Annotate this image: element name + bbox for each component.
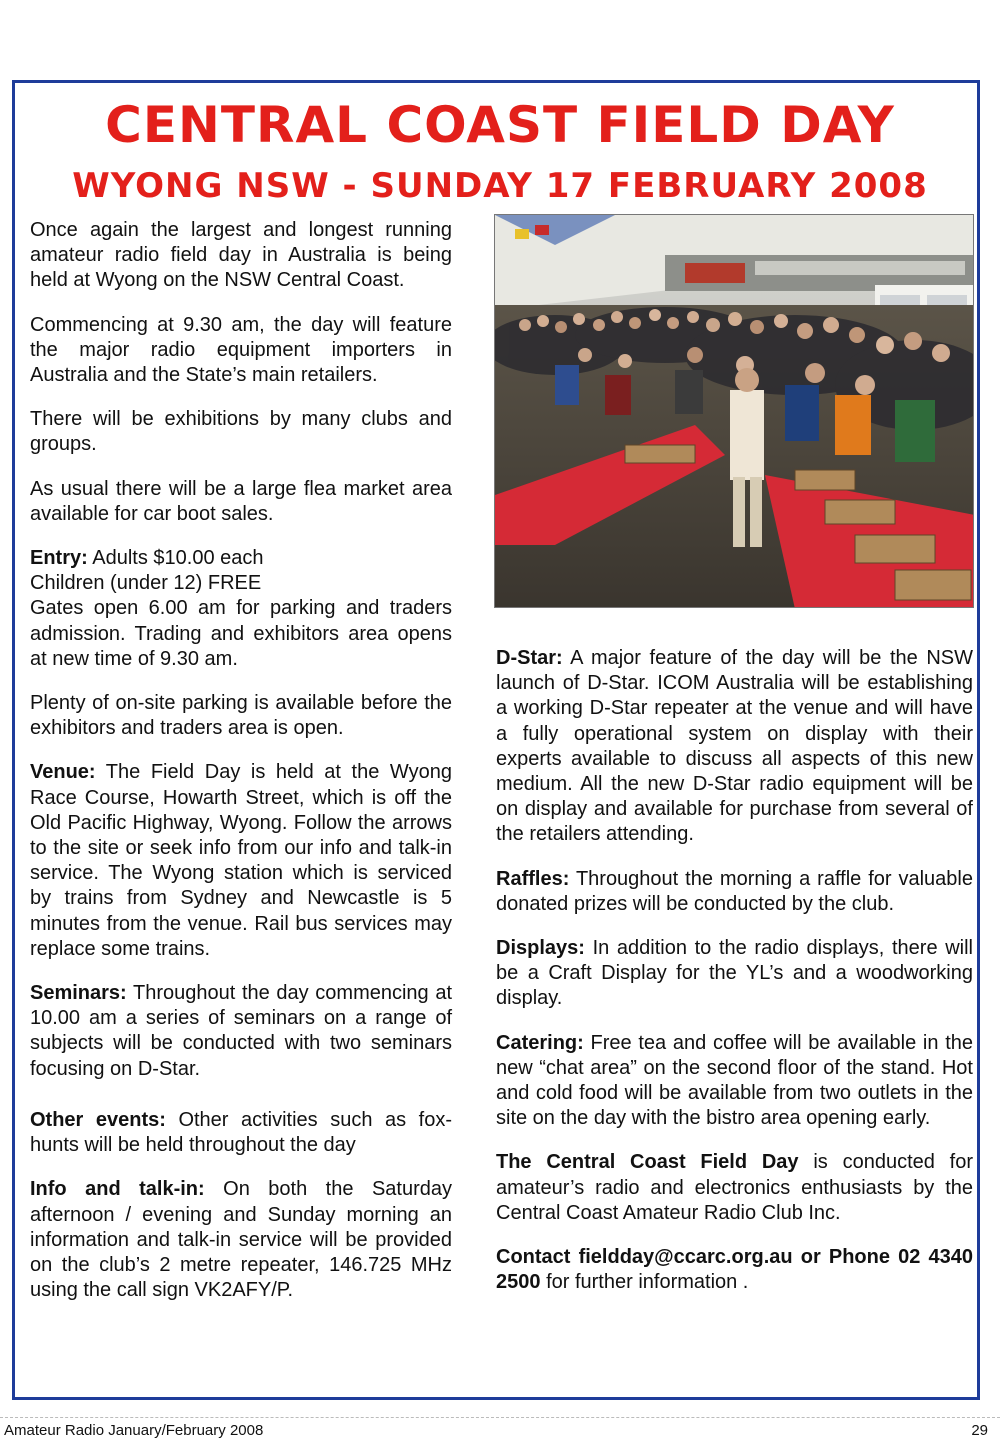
seminars-label: Seminars: bbox=[30, 982, 127, 1005]
raffles-text: Throughout the morning a raffle for valuable donated prizes will be conducted by the club. bbox=[496, 867, 973, 915]
catering-text: Free tea and coffee will be available in the new “chat area” on the second floor of the stand. Hot and cold food will be available from two outlets in the site on the day with the bistro area opening early. bbox=[496, 1031, 973, 1130]
club-text: is conducted for amateur’s radio and electronics enthusiasts by the Central Coast Amateur Radio Club Inc. bbox=[496, 1151, 973, 1224]
right-column bbox=[496, 646, 973, 1314]
info-talk-in-label: Info and talk-in: bbox=[30, 1178, 205, 1201]
dstar-paragraph bbox=[496, 646, 973, 848]
left-column bbox=[30, 218, 452, 1322]
exhibitions-paragraph: There will be exhibitions by many clubs and groups. bbox=[30, 408, 452, 456]
other-events-text: Other activities such as fox-hunts will be held throughout the day bbox=[30, 1108, 452, 1157]
field-day-crowd-photo bbox=[494, 214, 974, 608]
article-subtitle: WYONG NSW - SUNDAY 17 FEBRUARY 2008 bbox=[72, 166, 928, 206]
footer-publication: Amateur Radio January/February 2008 bbox=[4, 1422, 264, 1439]
club-label: The Central Coast Field Day bbox=[496, 1151, 799, 1174]
displays-label: Displays: bbox=[496, 937, 585, 960]
other-events-paragraph bbox=[30, 1108, 452, 1158]
seminars-text: Throughout the day commencing at 10.00 am a series of seminars on a range of subjects will be conducted with two seminars focusing on D-Star. bbox=[30, 982, 452, 1080]
raffles-paragraph bbox=[496, 867, 973, 917]
dstar-text: A major feature of the day will be the NSW launch of D-Star. ICOM Australia will be establishing a working D-Star repeater at the venue and will have a fully operational system on display with their experts available to discuss all aspects of this new medium. All the new D-Star radio equipment will be on display and available for purchase from several of the retailers attending. bbox=[496, 647, 973, 846]
entry-adults: Adults $10.00 each bbox=[92, 547, 264, 570]
intro-paragraph: Once again the largest and longest running amateur radio field day in Australia is being held at Wyong on the NSW Central Coast. bbox=[30, 219, 452, 292]
article-title: CENTRAL COAST FIELD DAY bbox=[105, 96, 895, 154]
entry-paragraph bbox=[30, 546, 452, 672]
venue-label: Venue: bbox=[30, 761, 96, 784]
seminars-paragraph bbox=[30, 981, 452, 1082]
catering-paragraph bbox=[496, 1031, 973, 1132]
dstar-label: D-Star: bbox=[496, 647, 563, 669]
parking-paragraph: Plenty of on-site parking is available before the exhibitors and traders area is open. bbox=[30, 692, 452, 740]
contact-label: Contact fieldday@ccarc.org.au or Phone 02 4340 2500 bbox=[496, 1246, 973, 1294]
displays-text: In addition to the radio displays, there will be a Craft Display for the YL’s and a woodworking display. bbox=[496, 937, 973, 1010]
info-talk-in-text: On both the Saturday afternoon / evening and Sunday morning an information and talk-in service will be provided on the club’s 2 metre repeater, 146.725 MHz using the call sign VK2AFY/P. bbox=[30, 1178, 452, 1302]
raffles-label: Raffles: bbox=[496, 867, 570, 890]
contact-paragraph bbox=[496, 1245, 973, 1295]
entry-label: Entry: bbox=[30, 547, 88, 570]
venue-text: The Field Day is held at the Wyong Race Course, Howarth Street, which is off the Old Pacific Highway, Wyong. Follow the arrows to the site or seek info from our info and talk-in service. The Wyong station which is serviced by trains from Sydney and Newcastle is 5 minutes from the venue. Rail bus services may replace some trains. bbox=[30, 761, 452, 960]
catering-label: Catering: bbox=[496, 1031, 584, 1054]
info-talk-in-paragraph bbox=[30, 1177, 452, 1303]
contact-text: for further information . bbox=[546, 1271, 749, 1294]
other-events-label: Other events: bbox=[30, 1108, 166, 1131]
displays-paragraph bbox=[496, 936, 973, 1012]
commencing-paragraph: Commencing at 9.30 am, the day will feature the major radio equipment importers in Australia and the State’s main retailers. bbox=[30, 313, 452, 387]
venue-paragraph bbox=[30, 760, 452, 962]
flea-market-paragraph: As usual there will be a large flea market area available for car boot sales. bbox=[30, 477, 452, 525]
club-paragraph bbox=[496, 1150, 973, 1226]
entry-gates: Gates open 6.00 am for parking and traders admission. Trading and exhibitors area opens at new time of 9.30 am. bbox=[30, 597, 452, 670]
page-number: 29 bbox=[971, 1422, 988, 1439]
entry-children: Children (under 12) FREE bbox=[30, 572, 262, 595]
footer-divider bbox=[0, 1417, 1000, 1418]
